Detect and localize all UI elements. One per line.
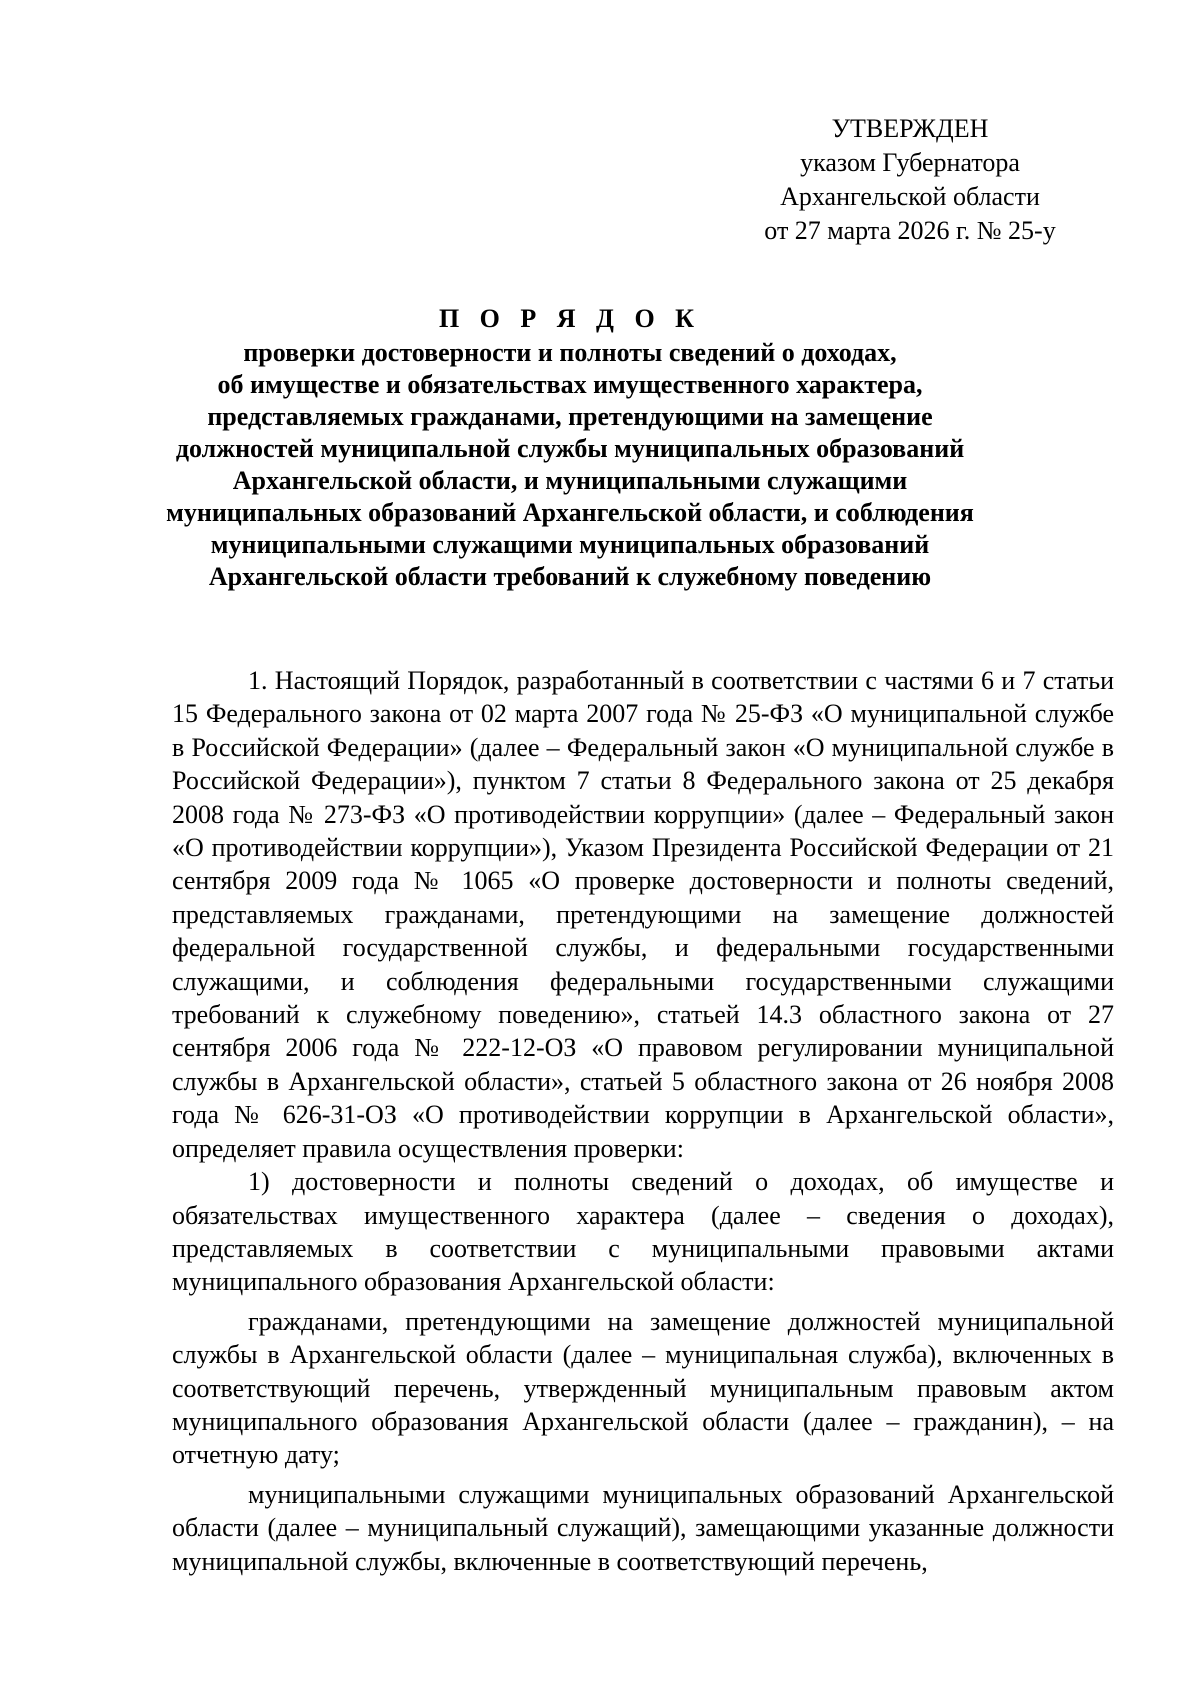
subtitle-line: об имуществе и обязательствах имущественного характера, (217, 370, 923, 399)
subtitle-line: Архангельской области, и муниципальными служащими (232, 466, 908, 495)
document-heading (150, 303, 990, 593)
subtitle-line: проверки достоверности и полноты сведений о доходах, (243, 338, 897, 367)
subtitle-line: муниципальными служащими муниципальных образований (210, 530, 930, 559)
approval-status: УТВЕРЖДЕН (831, 114, 989, 143)
subtitle-line: муниципальных образований Архангельской области, и соблюдения (166, 498, 974, 527)
paragraph-1: 1. Настоящий Порядок, разработанный в соответствии с частями 6 и 7 статьи 15 Федерального закона от 02 марта 2007 года № 25-ФЗ «О муниципальной службе в Российской Федерации» (далее – Федеральный закон «О муниципальной службе в Российской Федерации»), пунктом 7 статьи 8 Федерального закона от 25 декабря 2008 года № 273-ФЗ «О противодействии коррупции» (далее – Федеральный закон «О противодействии коррупции»), Указом Президента Российской Федерации от 21 сентября 2009 года № 1065 «О проверке достоверности и полноты сведений, представляемых гражданами, претендующими на замещение должностей федеральной государственной службы, и федеральными государственными служащими, и соблюдения федеральными государственными служащими требований к служебному поведению», статьей 14.3 областного закона от 27 сентября 2006 года № 222-12-ОЗ «О правовом регулировании муниципальной службы в Архангельской области», статьей 5 областного закона от 26 ноября 2008 года № 626-31-ОЗ «О противодействии коррупции в Архангельской области», определяет правила осуществления проверки: (172, 666, 1114, 1163)
approval-date-number: от 27 марта 2026 г. № 25-у (764, 216, 1056, 245)
document-title: П О Р Я Д О К (438, 304, 702, 333)
approval-authority: указом Губернатора (800, 148, 1020, 177)
subtitle-line: должностей муниципальной службы муниципальных образований (175, 434, 965, 463)
approval-region: Архангельской области (780, 182, 1040, 211)
document-body (172, 664, 1114, 1578)
paragraph-1-item-1: 1) достоверности и полноты сведений о доходах, об имуществе и обязательствах имущественного характера (далее – сведения о доходах), представляемых в соответствии с муниципальными правовыми актами муниципального образования Архангельской области: (172, 1167, 1114, 1297)
paragraph-municipal-servants: муниципальными служащими муниципальных образований Архангельской области (далее – муниципальный служащий), замещающими указанные должности муниципальной службы, включенные в соответствующий перечень, (172, 1479, 1114, 1576)
subtitle-line: представляемых гражданами, претендующими на замещение (207, 402, 933, 431)
paragraph-citizens: гражданами, претендующими на замещение должностей муниципальной службы в Архангельской области (далее – муниципальная служба), включенных в соответствующий перечень, утвержденный муниципальным правовым актом муниципального образования Архангельской области (далее – гражданин), – на отчетную дату; (172, 1306, 1114, 1470)
subtitle-line: Архангельской области требований к служебному поведению (208, 562, 932, 591)
approval-stamp (740, 112, 1080, 248)
